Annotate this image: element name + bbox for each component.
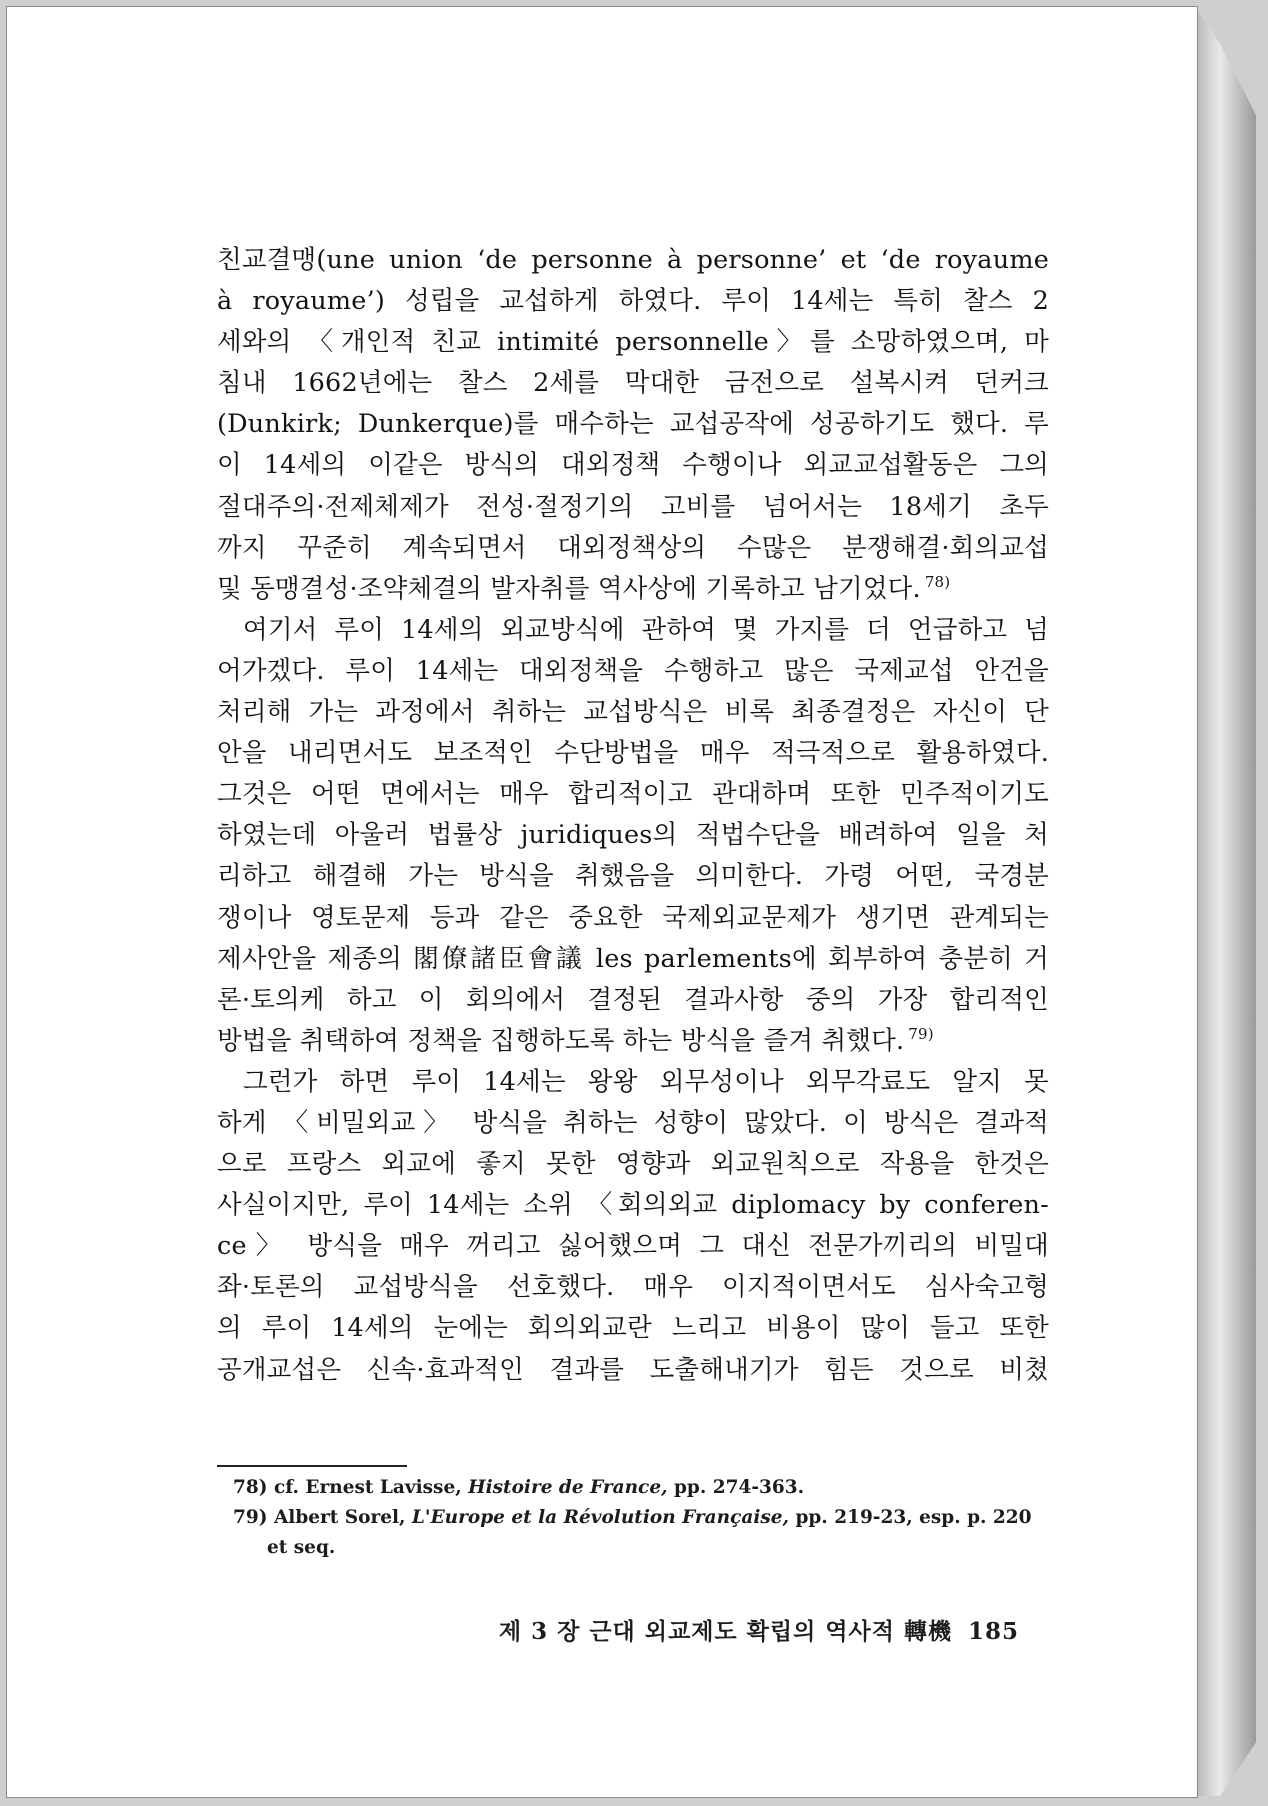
line-text: 쟁이나 영토문제 등과 같은 중요한 국제외교문제가 생기면 관계되는 bbox=[217, 902, 1049, 933]
footnote bbox=[233, 1503, 1053, 1533]
footnote-author: Albert Sorel, bbox=[273, 1507, 412, 1528]
line-text: 제사안을 제종의 閣僚諸臣會議 les parlements에 회부하여 충분히 거 bbox=[217, 943, 1049, 974]
line-text: ce〉 방식을 매우 꺼리고 싫어했으며 그 대신 전문가끼리의 비밀대 bbox=[217, 1231, 1049, 1262]
chapter-title: 제 3 장 근대 외교제도 확립의 역사적 轉機 bbox=[498, 1618, 952, 1645]
text-line bbox=[217, 898, 1049, 939]
line-text: 하게 〈비밀외교〉 방식을 취하는 성향이 많았다. 이 방식은 결과적 bbox=[217, 1107, 1049, 1138]
text-line bbox=[217, 980, 1049, 1021]
footnote-title: L'Europe et la Révolution Française, bbox=[411, 1507, 789, 1528]
line-text: 방법을 취택하여 정책을 집행하도록 하는 방식을 즐겨 취했다. bbox=[217, 1025, 905, 1056]
text-line bbox=[217, 487, 1049, 528]
text-line bbox=[217, 240, 1049, 281]
line-text: 하였는데 아울러 법률상 juridiques의 적법수단을 배려하여 일을 처 bbox=[217, 820, 1049, 851]
line-text: 사실이지만, 루이 14세는 소위 〈회의외교 diplomacy by conferen- bbox=[217, 1190, 1049, 1221]
text-line bbox=[217, 404, 1049, 445]
line-text: 처리해 가는 과정에서 취하는 교섭방식은 비록 최종결정은 자신이 단 bbox=[217, 697, 1049, 728]
page-edge-shadow bbox=[1196, 8, 1256, 1796]
line-text: (Dunkirk; Dunkerque)를 매수하는 교섭공작에 성공하기도 했다. 루 bbox=[217, 409, 1049, 440]
text-line bbox=[217, 651, 1049, 692]
line-text: 이 14세의 이같은 방식의 대외정책 수행이나 외교교섭활동은 그의 bbox=[217, 450, 1049, 481]
footnote-reference: 79) bbox=[908, 1024, 934, 1043]
footnote-number: 79) bbox=[233, 1507, 268, 1528]
line-text: 그런가 하면 루이 14세는 왕왕 외무성이나 외무각료도 알지 못 bbox=[243, 1066, 1049, 1097]
text-line bbox=[217, 322, 1049, 363]
text-line bbox=[217, 733, 1049, 774]
text-line bbox=[217, 445, 1049, 486]
text-line bbox=[217, 1021, 1049, 1062]
text-line bbox=[217, 528, 1049, 569]
line-text: à royaume’) 성립을 교섭하게 하였다. 루이 14세는 특히 찰스 2 bbox=[217, 286, 1049, 317]
text-line bbox=[217, 569, 1049, 610]
text-line bbox=[217, 1185, 1049, 1226]
line-text: 으로 프랑스 외교에 좋지 못한 영향과 외교원칙으로 작용을 한것은 bbox=[217, 1149, 1049, 1180]
text-line bbox=[217, 363, 1049, 404]
text-line bbox=[217, 774, 1049, 815]
text-line bbox=[217, 610, 1049, 651]
text-line bbox=[217, 1144, 1049, 1185]
text-line bbox=[217, 856, 1049, 897]
line-text: 까지 꾸준히 계속되면서 대외정책상의 수많은 분쟁해결·회의교섭 bbox=[217, 532, 1049, 563]
line-text: 세와의 〈개인적 친교 intimité personnelle〉를 소망하였으며, 마 bbox=[217, 327, 1049, 358]
line-text: 그것은 어떤 면에서는 매우 합리적이고 관대하며 또한 민주적이기도 bbox=[217, 779, 1049, 810]
footnote-pages: pp. 219-23, esp. p. 220 bbox=[789, 1507, 1032, 1528]
footnote-number: 78) bbox=[233, 1477, 268, 1498]
line-text: 및 동맹결성·조약체결의 발자취를 역사상에 기록하고 남기었다. bbox=[217, 573, 921, 604]
line-text: 여기서 루이 14세의 외교방식에 관하여 몇 가지를 더 언급하고 넘 bbox=[243, 614, 1049, 645]
body-text bbox=[217, 240, 1049, 1391]
line-text: 친교결맹(une union ‘de personne à personne’ et ‘de royaume bbox=[217, 245, 1049, 275]
line-text: 론·토의케 하고 이 회의에서 결정된 결과사항 중의 가장 합리적인 bbox=[217, 984, 1049, 1015]
line-text: 절대주의·전제체제가 전성·절정기의 고비를 넘어서는 18세기 초두 bbox=[217, 491, 1049, 522]
footnote-continuation: et seq. bbox=[267, 1537, 336, 1558]
page-number: 185 bbox=[967, 1618, 1019, 1645]
line-text: 안을 내리면서도 보조적인 수단방법을 매우 적극적으로 활용하였다. bbox=[217, 738, 1049, 769]
text-line bbox=[217, 1350, 1049, 1391]
text-line bbox=[217, 281, 1049, 322]
text-line bbox=[217, 1267, 1049, 1308]
line-text: 침내 1662년에는 찰스 2세를 막대한 금전으로 설복시켜 던커크 bbox=[217, 368, 1049, 399]
line-text: 어가겠다. 루이 14세는 대외정책을 수행하고 많은 국제교섭 안건을 bbox=[217, 655, 1049, 686]
text-line bbox=[217, 1226, 1049, 1267]
footnote-reference: 78) bbox=[924, 572, 951, 591]
text-line bbox=[217, 939, 1049, 980]
line-text: 공개교섭은 신속·효과적인 결과를 도출해내기가 힘든 것으로 비쳤 bbox=[217, 1354, 1049, 1385]
text-line bbox=[217, 692, 1049, 733]
footnote-pages: pp. 274-363. bbox=[667, 1477, 805, 1498]
footnotes bbox=[233, 1473, 1053, 1563]
line-text: 리하고 해결해 가는 방식을 취했음을 의미한다. 가령 어떤, 국경분 bbox=[217, 861, 1049, 892]
footnote-rule bbox=[217, 1465, 407, 1467]
text-line bbox=[217, 815, 1049, 856]
running-footer bbox=[479, 1613, 1019, 1646]
book-page bbox=[6, 6, 1198, 1798]
text-line bbox=[217, 1062, 1049, 1103]
footnote-title: Histoire de France, bbox=[468, 1477, 668, 1498]
line-text: 좌·토론의 교섭방식을 선호했다. 매우 이지적이면서도 심사숙고형 bbox=[217, 1272, 1049, 1303]
line-text: 의 루이 14세의 눈에는 회의외교란 느리고 비용이 많이 들고 또한 bbox=[217, 1313, 1049, 1344]
text-line bbox=[217, 1308, 1049, 1349]
footnote-author: cf. Ernest Lavisse, bbox=[273, 1477, 469, 1498]
text-line bbox=[217, 1103, 1049, 1144]
footnote bbox=[233, 1473, 1053, 1503]
